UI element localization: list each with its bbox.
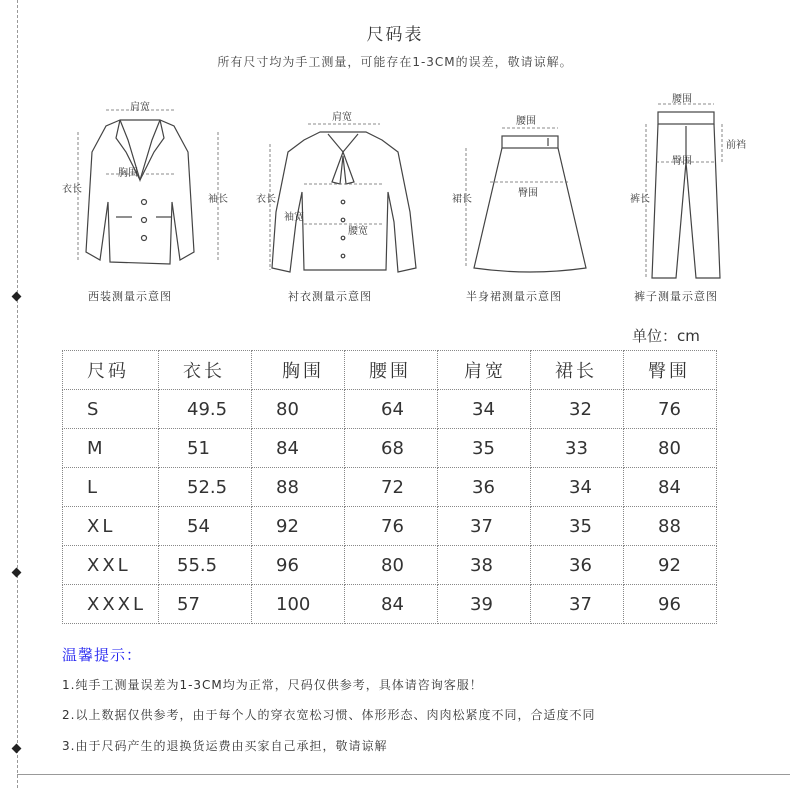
skirt-hip-label: 臀围 [518, 188, 538, 199]
header-cell: 腰围 [345, 351, 438, 390]
value-cell: 92 [252, 507, 345, 546]
shirt-shoulder-label: 肩宽 [332, 112, 352, 123]
value-cell: 84 [252, 429, 345, 468]
left-dashed-rule [17, 0, 18, 788]
value-cell: 39 [438, 585, 531, 624]
table-row [63, 390, 717, 429]
tips-heading: 温馨提示： [62, 646, 143, 664]
header-cell: 尺码 [63, 351, 159, 390]
header-cell: 衣长 [159, 351, 252, 390]
size-cell: XL [63, 507, 159, 546]
header-cell: 裙长 [531, 351, 624, 390]
shirt-length-label: 衣长 [256, 194, 276, 205]
value-cell: 34 [438, 390, 531, 429]
trousers-caption: 裤子测量示意图 [634, 290, 718, 303]
value-cell: 51 [159, 429, 252, 468]
skirt-caption: 半身裙测量示意图 [466, 290, 562, 303]
value-cell: 76 [624, 390, 717, 429]
value-cell: 88 [624, 507, 717, 546]
tip-item: 2.以上数据仅供参考，由于每个人的穿衣宽松习惯、体形形态、肉肉松紧度不同，合适度不同 [62, 708, 596, 722]
value-cell: 32 [531, 390, 624, 429]
page-subtitle: 所有尺寸均为手工测量，可能存在1-3CM的误差，敬请谅解。 [217, 55, 573, 69]
skirt-icon [448, 92, 598, 282]
table-header-row [63, 351, 717, 390]
size-table [62, 350, 717, 624]
bullet-diamond-icon [12, 292, 22, 302]
value-cell: 80 [252, 390, 345, 429]
value-cell: 88 [252, 468, 345, 507]
skirt-diagram [448, 92, 598, 282]
jacket-sleeve-label: 袖长 [208, 194, 228, 205]
size-cell: XXL [63, 546, 159, 585]
value-cell: 80 [624, 429, 717, 468]
value-cell: 80 [345, 546, 438, 585]
value-cell: 38 [438, 546, 531, 585]
table-row [63, 546, 717, 585]
value-cell: 36 [531, 546, 624, 585]
table-row [63, 585, 717, 624]
jacket-diagram [58, 92, 238, 282]
unit-label: 单位：cm [632, 327, 700, 345]
value-cell: 92 [624, 546, 717, 585]
trousers-rise-label: 前裆 [726, 140, 746, 151]
page-title: 尺码表 [366, 25, 424, 45]
jacket-icon [58, 92, 238, 282]
value-cell: 84 [624, 468, 717, 507]
trousers-waist-label: 腰围 [672, 94, 692, 105]
value-cell: 34 [531, 468, 624, 507]
value-cell: 37 [531, 585, 624, 624]
value-cell: 55.5 [159, 546, 252, 585]
shirt-diagram [248, 92, 423, 282]
shirt-sleeve-label: 袖宽 [284, 212, 304, 223]
table-row [63, 507, 717, 546]
size-cell: M [63, 429, 159, 468]
value-cell: 37 [438, 507, 531, 546]
value-cell: 64 [345, 390, 438, 429]
value-cell: 35 [438, 429, 531, 468]
tip-item: 3.由于尺码产生的退换货运费由买家自己承担，敬请谅解 [62, 739, 388, 753]
jacket-caption: 西装测量示意图 [88, 290, 172, 303]
bullet-diamond-icon [12, 744, 22, 754]
value-cell: 57 [159, 585, 252, 624]
jacket-shoulder-label: 肩宽 [130, 102, 150, 113]
bottom-divider [17, 774, 790, 775]
shirt-caption: 衬衣测量示意图 [288, 290, 372, 303]
size-cell: L [63, 468, 159, 507]
value-cell: 36 [438, 468, 531, 507]
trousers-hip-label: 臀围 [672, 156, 692, 167]
trousers-icon [628, 92, 758, 282]
shirt-icon [248, 92, 423, 282]
trousers-length-label: 裤长 [630, 194, 650, 205]
header-cell: 胸围 [252, 351, 345, 390]
size-cell: XXXL [63, 585, 159, 624]
value-cell: 68 [345, 429, 438, 468]
table-row [63, 429, 717, 468]
jacket-chest-label: 胸围 [118, 168, 138, 179]
skirt-waist-label: 腰围 [516, 116, 536, 127]
value-cell: 72 [345, 468, 438, 507]
value-cell: 84 [345, 585, 438, 624]
value-cell: 35 [531, 507, 624, 546]
size-cell: S [63, 390, 159, 429]
value-cell: 33 [531, 429, 624, 468]
value-cell: 100 [252, 585, 345, 624]
value-cell: 52.5 [159, 468, 252, 507]
tip-item: 1.纯手工测量误差为1-3CM均为正常，尺码仅供参考，具体请咨询客服！ [62, 678, 483, 692]
header-cell: 臀围 [624, 351, 717, 390]
header-cell: 肩宽 [438, 351, 531, 390]
value-cell: 49.5 [159, 390, 252, 429]
value-cell: 96 [624, 585, 717, 624]
bullet-diamond-icon [12, 568, 22, 578]
trousers-diagram [628, 92, 758, 282]
skirt-length-label: 裙长 [452, 194, 472, 205]
table-row [63, 468, 717, 507]
shirt-waist-label: 腰宽 [348, 226, 368, 237]
value-cell: 96 [252, 546, 345, 585]
jacket-length-label: 衣长 [62, 184, 82, 195]
value-cell: 54 [159, 507, 252, 546]
value-cell: 76 [345, 507, 438, 546]
